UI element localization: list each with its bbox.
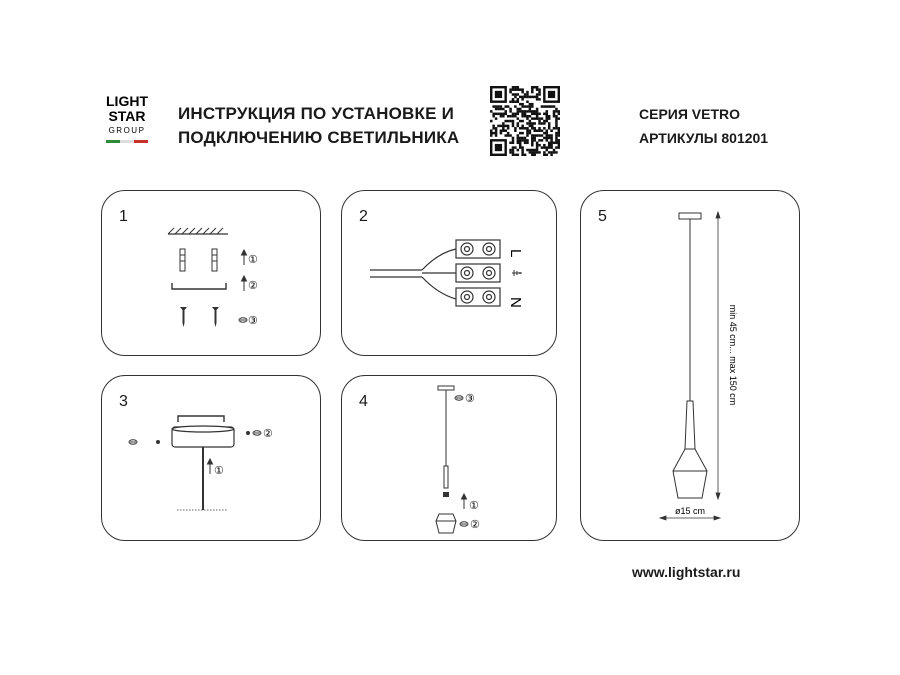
terminal-n-label: N xyxy=(507,297,524,308)
wiring-diagram xyxy=(342,191,558,357)
canopy-assembly-diagram xyxy=(102,376,322,542)
qr-finder xyxy=(548,91,555,98)
step-marker: ③ xyxy=(248,315,258,327)
terminal-block-icon xyxy=(456,240,500,306)
series-label: СЕРИЯ VETRO xyxy=(639,106,741,122)
qr-finder xyxy=(495,144,502,151)
screw-icon xyxy=(180,307,219,327)
step-marker: ① xyxy=(248,254,258,266)
rotate-icon xyxy=(455,396,468,526)
canopy-icon xyxy=(679,213,701,219)
shade-icon xyxy=(436,514,456,533)
step-marker: ② xyxy=(470,519,480,531)
panel-number: 5 xyxy=(598,208,607,225)
step-marker: ① xyxy=(469,500,479,512)
logo-line3: GROUP xyxy=(108,126,146,135)
step-marker: ③ xyxy=(465,393,475,405)
ceiling-mount-diagram xyxy=(102,191,322,357)
qr-finder xyxy=(495,91,502,98)
article-label: АРТИКУЛЫ 801201 xyxy=(639,130,769,146)
bracket-icon xyxy=(172,283,226,289)
terminal-l-label: L xyxy=(507,249,524,258)
panel-number: 3 xyxy=(119,393,128,410)
title-line1: ИНСТРУКЦИЯ ПО УСТАНОВКЕ И xyxy=(178,104,454,123)
qr-code xyxy=(490,86,560,156)
panel-number: 4 xyxy=(359,393,368,410)
ground-icon xyxy=(512,270,522,276)
website-link[interactable]: www.lightstar.ru xyxy=(632,564,741,580)
lamp-assembly-diagram xyxy=(342,376,558,542)
step-marker: ② xyxy=(248,280,258,292)
step-marker: ① xyxy=(214,465,224,477)
panel-number: 1 xyxy=(119,208,128,225)
screw-icon xyxy=(246,431,250,435)
panel-number: 2 xyxy=(359,208,368,225)
canopy-icon xyxy=(172,426,234,447)
panel-step-5 xyxy=(580,190,800,541)
shade-icon xyxy=(673,449,707,498)
diameter-label: ø15 cm xyxy=(674,506,706,516)
panel-step-1 xyxy=(101,190,321,356)
product-info xyxy=(639,102,768,150)
instruction-title xyxy=(178,102,459,150)
logo-line1: LIGHT xyxy=(106,93,148,109)
panel-step-4 xyxy=(341,375,557,541)
brand-logo xyxy=(101,90,153,152)
dimensions-diagram xyxy=(581,191,801,542)
logo-line2: STAR xyxy=(108,108,146,124)
step-marker: ② xyxy=(263,428,273,440)
title-line2: ПОДКЛЮЧЕНИЮ СВЕТИЛЬНИКА xyxy=(178,128,460,147)
rotate-icon xyxy=(239,318,247,322)
bracket-icon xyxy=(178,416,224,422)
screw-icon xyxy=(156,440,160,444)
panel-step-2 xyxy=(341,190,557,356)
panel-step-3 xyxy=(101,375,321,541)
height-range-label: min 45 cm... max 150 cm xyxy=(728,304,738,406)
canopy-icon xyxy=(438,386,454,390)
dowel-icon xyxy=(180,249,217,271)
